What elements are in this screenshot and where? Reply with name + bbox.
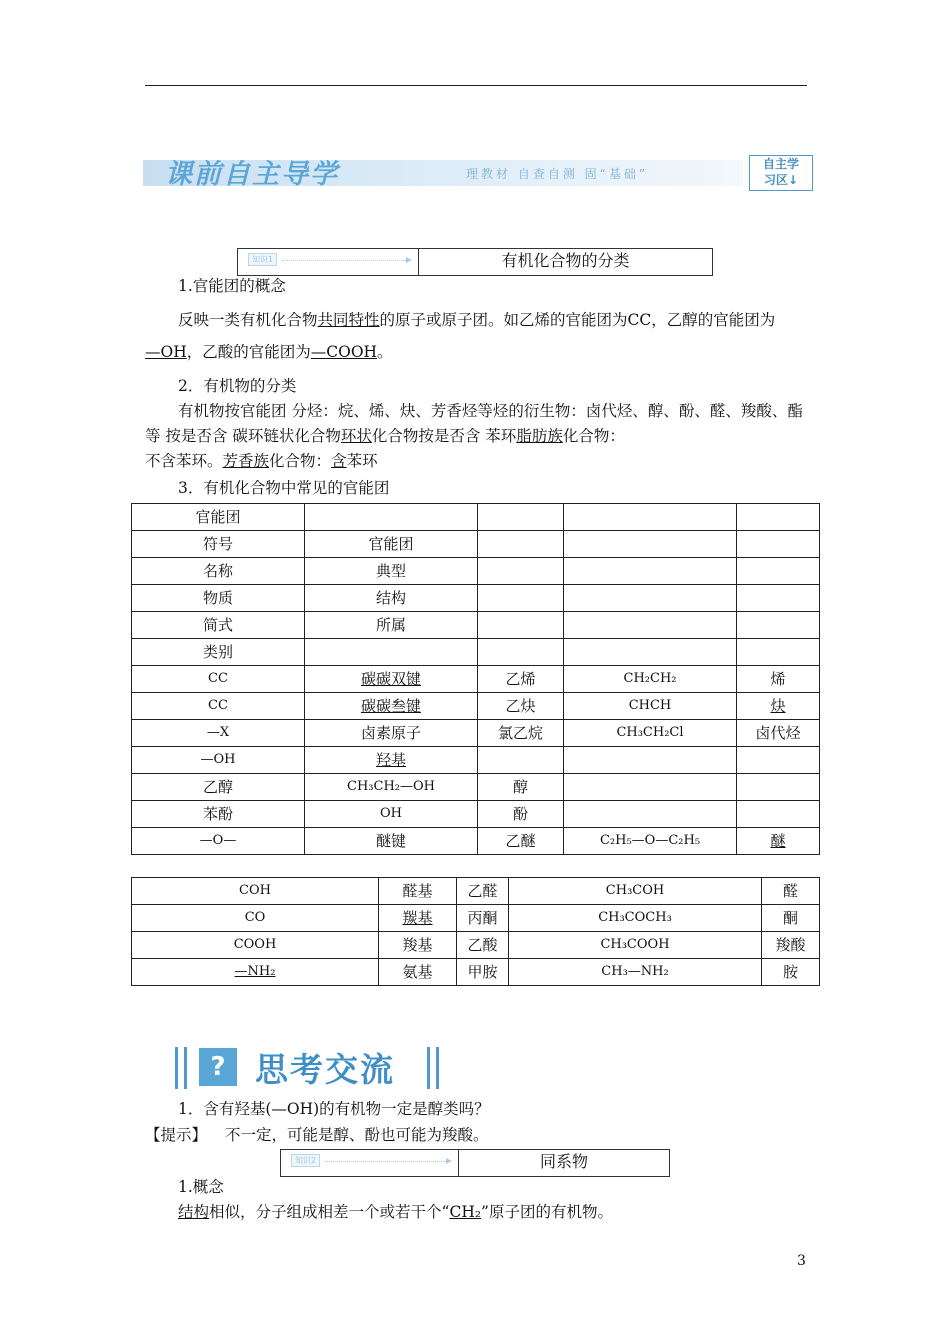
kp2-tag-cell <box>281 1150 459 1176</box>
table-cell: CH₃—NH₂ <box>509 959 762 986</box>
table-row <box>132 531 820 558</box>
functional-group-table-continued <box>131 877 820 986</box>
table-cell <box>564 504 737 531</box>
table-cell: 卤素原子 <box>305 720 478 747</box>
text: ，乙酸的官能团为 <box>186 343 311 361</box>
table-cell: 烯 <box>737 666 820 693</box>
table-row <box>132 959 820 986</box>
table-cell <box>737 558 820 585</box>
table-cell <box>564 774 737 801</box>
table-cell <box>737 504 820 531</box>
s1-para-line2 <box>145 341 393 363</box>
table-cell: 醚 <box>737 828 820 855</box>
text: 化合物按是否含 苯环 <box>371 427 517 445</box>
self-study-badge <box>749 155 813 191</box>
s2-heading: 2．有机物的分类 <box>178 377 297 395</box>
bar-icon <box>427 1047 439 1089</box>
table-cell: 官能团 <box>305 531 478 558</box>
table-cell: 乙炔 <box>478 693 564 720</box>
badge-line-2: 习区↓ <box>763 173 799 187</box>
question-icon: ? <box>199 1048 237 1086</box>
table-cell: 酚 <box>478 801 564 828</box>
table-cell: 物质 <box>132 585 305 612</box>
arrow-icon <box>325 1161 450 1162</box>
table-row <box>132 932 820 959</box>
text: 化合物： <box>269 452 332 470</box>
table-cell: 醚键 <box>305 828 478 855</box>
answer-blank: 脂肪族 <box>516 427 563 445</box>
table-cell <box>564 801 737 828</box>
think-question-1: 1．含有羟基(—OH)的有机物一定是醇类吗？ <box>178 1100 490 1118</box>
table-cell: 羟基 <box>305 747 478 774</box>
table-cell: 乙醛 <box>457 878 509 905</box>
table-cell <box>564 558 737 585</box>
table-cell: CH₃COH <box>509 878 762 905</box>
s2-line3 <box>145 450 378 472</box>
table-row <box>132 878 820 905</box>
table-cell: 所属 <box>305 612 478 639</box>
knowledge-point-1 <box>237 248 713 276</box>
table-cell: 羰基 <box>379 905 457 932</box>
think-discuss-banner <box>175 1044 445 1094</box>
table-cell <box>478 504 564 531</box>
table-cell: CHCH <box>564 693 737 720</box>
table-cell: 乙醚 <box>478 828 564 855</box>
table-cell: 胺 <box>762 959 820 986</box>
table-cell <box>737 747 820 774</box>
table-cell <box>478 558 564 585</box>
table-cell: 碳碳双键 <box>305 666 478 693</box>
table-cell: 氯乙烷 <box>478 720 564 747</box>
text: 。 <box>377 343 393 361</box>
table-cell: 符号 <box>132 531 305 558</box>
table-cell <box>737 531 820 558</box>
s3-heading: 3．有机化合物中常见的官能团 <box>178 479 390 497</box>
kp1-tag-cell <box>238 249 419 275</box>
text: 的原子或原子团。如乙烯的官能团为CC，乙醇的官能团为 <box>379 311 776 329</box>
text: 苯环 <box>346 452 378 470</box>
table-cell <box>564 747 737 774</box>
table-cell <box>478 747 564 774</box>
table-cell <box>305 639 478 666</box>
table-cell: OH <box>305 801 478 828</box>
table-cell <box>305 504 478 531</box>
table-cell <box>564 585 737 612</box>
page-number: 3 <box>797 1253 806 1269</box>
answer-blank: 共同特性 <box>317 311 380 329</box>
table-cell <box>737 801 820 828</box>
table-row <box>132 666 820 693</box>
table-cell: 乙酸 <box>457 932 509 959</box>
table-cell: CH₃CH₂—OH <box>305 774 478 801</box>
table-cell: CC <box>132 666 305 693</box>
table-cell <box>737 639 820 666</box>
text: 等 按是否含 碳环链状化合物 <box>145 427 341 445</box>
table-cell: CH₂CH₂ <box>564 666 737 693</box>
table-cell: 丙酮 <box>457 905 509 932</box>
knowledge-point-2 <box>280 1149 670 1177</box>
table-cell: CC <box>132 693 305 720</box>
table-row <box>132 747 820 774</box>
table-cell: 结构 <box>305 585 478 612</box>
table-cell: 甲胺 <box>457 959 509 986</box>
table-cell: 苯酚 <box>132 801 305 828</box>
table-cell: 醛 <box>762 878 820 905</box>
table-cell: 乙醇 <box>132 774 305 801</box>
bar-icon <box>175 1047 187 1089</box>
kp2-title: 同系物 <box>539 1152 588 1171</box>
section-banner <box>143 152 815 192</box>
text: 相似，分子组成相差一个或若干个“ <box>209 1203 450 1221</box>
kp1-title: 有机化合物的分类 <box>501 251 630 270</box>
table-cell: —O— <box>132 828 305 855</box>
banner-title: 课前自主导学 <box>165 159 339 190</box>
hint-text: 不一定，可能是醇、酚也可能为羧酸。 <box>225 1126 489 1144</box>
table-cell: 典型 <box>305 558 478 585</box>
text: 化合物： <box>562 427 625 445</box>
table-cell <box>478 639 564 666</box>
table-cell: 名称 <box>132 558 305 585</box>
table-cell: COOH <box>132 932 379 959</box>
table-cell: 醇 <box>478 774 564 801</box>
table-row <box>132 905 820 932</box>
table-cell <box>737 585 820 612</box>
table-cell: 羧基 <box>379 932 457 959</box>
table-cell <box>564 612 737 639</box>
text: 不含苯环。 <box>145 452 223 470</box>
table-cell: 碳碳叁键 <box>305 693 478 720</box>
table-cell: 简式 <box>132 612 305 639</box>
s4-definition <box>178 1201 613 1223</box>
badge-line-1: 自主学 <box>762 157 799 171</box>
table-cell <box>737 774 820 801</box>
s4-heading: 1.概念 <box>178 1178 224 1196</box>
table-cell <box>737 612 820 639</box>
s2-line2 <box>145 425 625 447</box>
text: ”原子团的有机物。 <box>481 1203 613 1221</box>
s1-heading: 1.官能团的概念 <box>178 277 286 295</box>
table-cell <box>478 531 564 558</box>
table-row <box>132 558 820 585</box>
table-row <box>132 612 820 639</box>
answer-blank: —COOH <box>310 343 378 361</box>
table-cell: CH₃COCH₃ <box>509 905 762 932</box>
table-row <box>132 720 820 747</box>
functional-group-table <box>131 503 820 855</box>
table-cell <box>478 585 564 612</box>
table-cell: 氨基 <box>379 959 457 986</box>
answer-blank: CH₂ <box>449 1203 482 1221</box>
table-cell <box>564 531 737 558</box>
text: 反映一类有机化合物 <box>178 311 318 329</box>
table-cell: CO <box>132 905 379 932</box>
s1-para-line1 <box>178 309 775 331</box>
table-cell: CH₃CH₂Cl <box>564 720 737 747</box>
table-cell: —OH <box>132 747 305 774</box>
table-cell: 炔 <box>737 693 820 720</box>
table-row <box>132 801 820 828</box>
table-row <box>132 585 820 612</box>
arrow-icon <box>282 260 410 261</box>
table-row <box>132 774 820 801</box>
table-cell: —NH₂ <box>132 959 379 986</box>
answer-blank: 含 <box>331 452 347 470</box>
banner-subtitle: 理教材 自查自测 固“基础” <box>466 167 649 181</box>
table-cell: —X <box>132 720 305 747</box>
table-cell <box>478 612 564 639</box>
table-cell: COH <box>132 878 379 905</box>
table-cell <box>564 639 737 666</box>
kp2-tag: 知识2 <box>291 1154 320 1167</box>
table-cell: 类别 <box>132 639 305 666</box>
table-cell: 醛基 <box>379 878 457 905</box>
answer-blank: 环状 <box>340 427 372 445</box>
top-rule <box>145 85 807 86</box>
hint <box>145 1124 489 1146</box>
kp1-tag: 知识1 <box>248 253 277 266</box>
answer-blank: 芳香族 <box>222 452 270 470</box>
table-cell: C₂H₅—O—C₂H₅ <box>564 828 737 855</box>
table-row <box>132 504 820 531</box>
table-cell: CH₃COOH <box>509 932 762 959</box>
table-row <box>132 828 820 855</box>
table-cell: 羧酸 <box>762 932 820 959</box>
s2-line1: 有机物按官能团 分烃：烷、烯、炔、芳香烃等烃的衍生物：卤代烃、醇、酚、醛、羧酸、酯 <box>178 402 803 420</box>
table-cell: 酮 <box>762 905 820 932</box>
answer-blank: 结构 <box>178 1203 210 1221</box>
table-cell: 乙烯 <box>478 666 564 693</box>
think-title: 思考交流 <box>255 1050 395 1089</box>
table-row <box>132 639 820 666</box>
hint-label: 【提示】 <box>145 1126 208 1144</box>
table-cell: 官能团 <box>132 504 305 531</box>
table-row <box>132 693 820 720</box>
answer-blank: —OH <box>145 343 187 361</box>
table-cell: 卤代烃 <box>737 720 820 747</box>
